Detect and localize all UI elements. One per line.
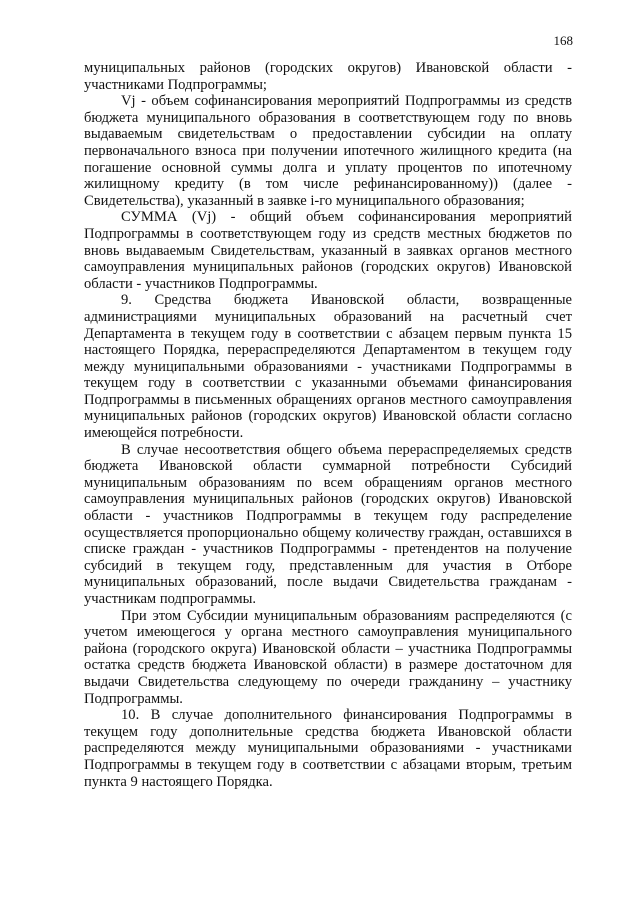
paragraph-item-9: 9. Средства бюджета Ивановской области, возвращенные администрациями муниципальных образований на расчетный счет Департамента в текущем году в соответствии с абзацем первым пункта 15 настоящего Порядка, перераспределяются Департаментом в текущем году между муниципальными образованиями - участниками Подпрограммы в текущем году в соответствии с указанными объемами финансирования Подпрограммы в письменных обращениях органов местного самоуправления муниципальных районов (городских округов) Ивановской области согласно имеющейся потребности. — [84, 292, 572, 442]
paragraph-sum-definition: СУММА (Vj) - общий объем софинансирования мероприятий Подпрограммы в соответствующем году из средств местных бюджетов по вновь выдаваемым Свидетельствам, указанный в заявках органов местного самоуправления муниципальных районов (городских округов) Ивановской области - участников Подпрограммы. — [84, 209, 572, 292]
paragraph-vj-definition: Vj - объем софинансирования мероприятий Подпрограммы из средств бюджета муниципального образования в соответствующем году по вновь выдаваемым свидетельствам о предоставлении субсидии на оплату первоначального взноса при получении ипотечного жилищного кредита (на погашение основной суммы долга и уплату процентов по ипотечному жилищному кредиту (в том числе рефинансированному)) (далее - Свидетельства), указанный в заявке i-го муниципального образования; — [84, 93, 572, 209]
document-body — [84, 60, 572, 790]
page-number: 168 — [553, 33, 573, 48]
paragraph-subsidy-distribution: При этом Субсидии муниципальным образованиям распределяются (с учетом имеющегося у органа местного самоуправления муниципального района (городского округа) Ивановской области – участника Подпрограммы остатка средств бюджета Ивановской области) в размере достаточном для выдачи Свидетельства следующему по очереди гражданину – участнику Подпрограммы. — [84, 607, 572, 707]
paragraph-item-10: 10. В случае дополнительного финансирования Подпрограммы в текущем году дополнительные средства бюджета Ивановской области распределяются между муниципальными образованиями - участниками Подпрограммы в текущем году в соответствии с абзацами вторым, третьим пункта 9 настоящего Порядка. — [84, 707, 572, 790]
paragraph-mismatch-case: В случае несоответствия общего объема перераспределяемых средств бюджета Ивановской области суммарной потребности Субсидий муниципальным образованиям по всем обращениям органов местного самоуправления муниципальных районов (городских округов) Ивановской области - участников Подпрограммы в текущем году распределение осуществляется пропорционально общему количеству граждан, оставшихся в списке граждан - участников Подпрограммы - претендентов на получение субсидий в текущем году, представленным для участия в Отборе муниципальных образований, после выдачи Свидетельства гражданам - участникам подпрограммы. — [84, 441, 572, 607]
paragraph-continuation: муниципальных районов (городских округов) Ивановской области - участниками Подпрограммы; — [84, 60, 572, 93]
